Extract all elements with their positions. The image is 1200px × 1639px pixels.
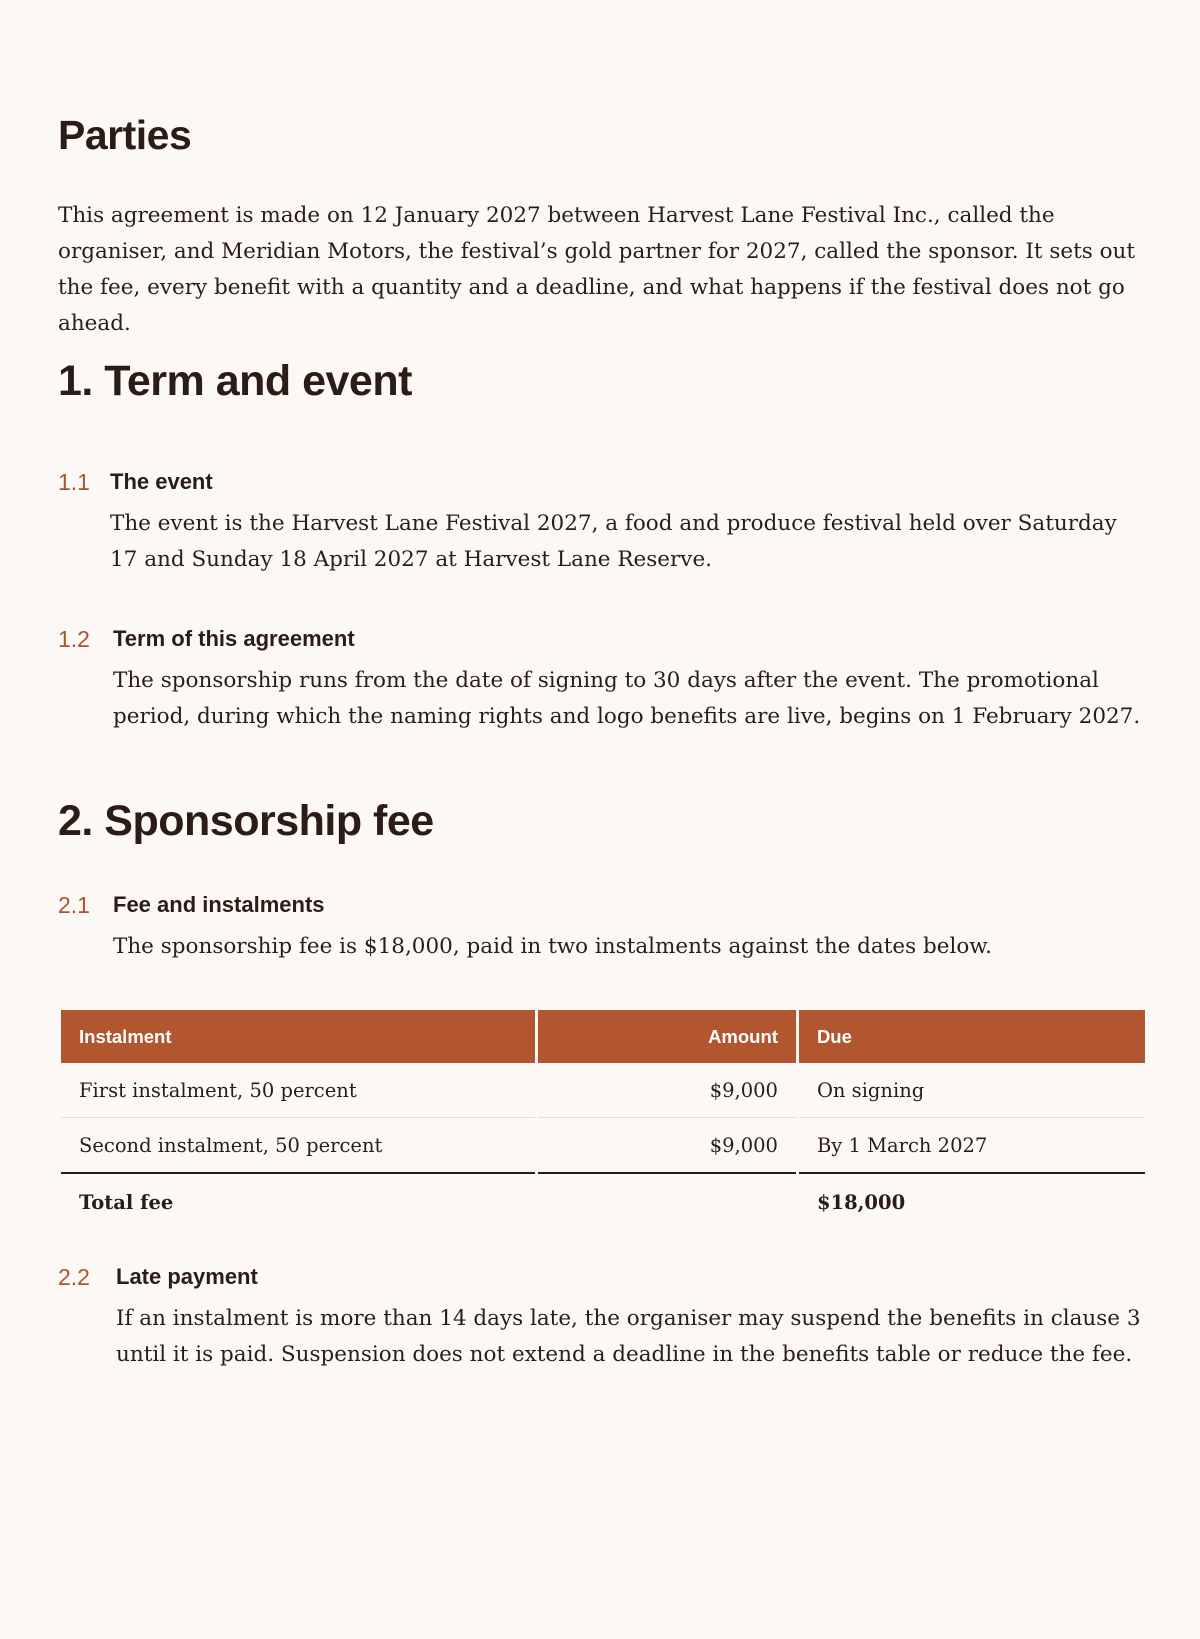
clause-text: The sponsorship fee is $18,000, paid in two instalments against the dates below. <box>113 934 992 959</box>
clause-number: 1.2 <box>58 626 90 652</box>
table-row <box>61 1118 1145 1174</box>
table-row <box>61 1063 1145 1118</box>
parties-paragraph: This agreement is made on 12 January 2027 between Harvest Lane Festival Inc., called the organiser, and Meridian Motors, the festival’s gold partner for 2027, called the sponsor. It sets out the fee, every benefit with a quantity and a deadline, and what happens if the festival does not go ahead. <box>58 203 1136 336</box>
column-header-instalment: Instalment <box>61 1010 535 1063</box>
instalment-cell: First instalment, 50 percent <box>61 1063 535 1118</box>
due-cell: By 1 March 2027 <box>799 1118 1145 1174</box>
table-header-row <box>61 1010 1145 1063</box>
section-2-heading: 2. Sponsorship fee <box>58 797 434 845</box>
clause-number: 2.1 <box>58 892 90 918</box>
clause-title: Fee and instalments <box>113 892 325 917</box>
clause-title: The event <box>110 469 213 494</box>
section-1-heading: 1. Term and event <box>58 357 412 405</box>
clause-title: Term of this agreement <box>113 626 355 651</box>
instalment-cell: Second instalment, 50 percent <box>61 1118 535 1174</box>
due-cell: On signing <box>799 1063 1145 1118</box>
clause-text: The event is the Harvest Lane Festival 2027, a food and produce festival held over Saturday 17 and Sunday 18 April 2027 at Harvest Lane Reserve. <box>110 511 1117 572</box>
table-total-row <box>61 1174 1145 1230</box>
amount-cell: $9,000 <box>538 1118 796 1174</box>
column-header-amount: Amount <box>538 1010 796 1063</box>
clause-text: If an instalment is more than 14 days late, the organiser may suspend the benefits in clause 3 until it is paid. Suspension does not extend a deadline in the benefits table or reduce the fee. <box>116 1306 1141 1367</box>
parties-heading: Parties <box>58 112 192 158</box>
clause-number: 2.2 <box>58 1264 90 1290</box>
column-header-due: Due <box>799 1010 1145 1063</box>
total-empty-cell <box>538 1174 796 1230</box>
amount-cell: $9,000 <box>538 1063 796 1118</box>
clause-text: The sponsorship runs from the date of signing to 30 days after the event. The promotional period, during which the naming rights and logo benefits are live, begins on 1 February 2027. <box>113 668 1141 729</box>
total-label: Total fee <box>79 1190 174 1214</box>
clause-title: Late payment <box>116 1264 258 1289</box>
total-value: $18,000 <box>816 1190 906 1214</box>
instalment-table <box>58 1010 1148 1230</box>
clause-number: 1.1 <box>58 469 90 495</box>
